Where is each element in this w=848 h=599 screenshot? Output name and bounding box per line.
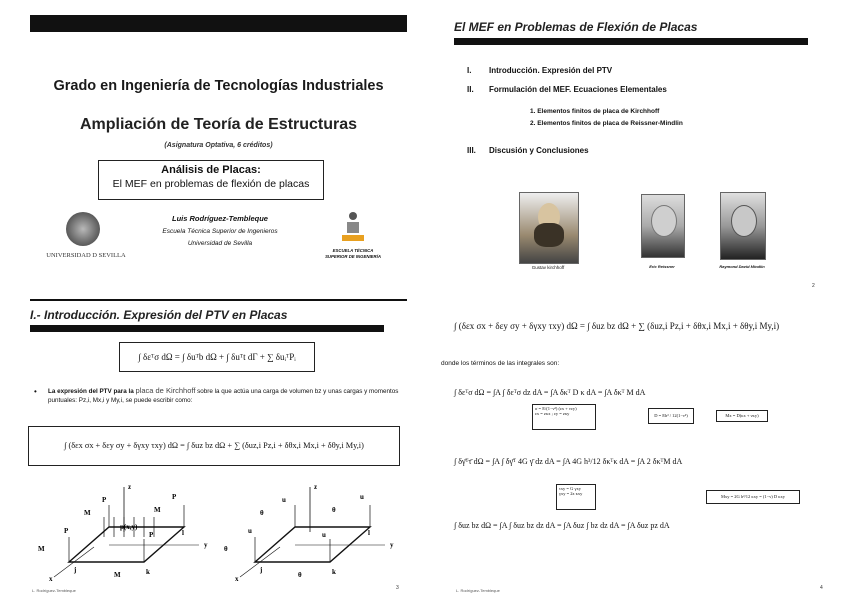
svg-text:θ: θ bbox=[224, 545, 228, 553]
svg-text:P: P bbox=[102, 496, 107, 504]
svg-text:θ: θ bbox=[298, 571, 302, 579]
plate-loads-diagram bbox=[34, 477, 214, 587]
box-shear-strain: γxy = 2z κxy bbox=[559, 491, 583, 496]
svg-text:p(x,y): p(x,y) bbox=[120, 523, 138, 531]
svg-text:u: u bbox=[322, 531, 326, 539]
engineering-logo-line2: SUPERIOR DE INGENIERÍA bbox=[325, 254, 381, 259]
top-bar bbox=[30, 299, 407, 301]
svg-text:u: u bbox=[282, 496, 286, 504]
title-underline bbox=[454, 38, 808, 45]
portrait-mindlin bbox=[720, 192, 766, 260]
svg-text:k: k bbox=[332, 568, 336, 576]
engineering-school-logo-icon bbox=[342, 212, 364, 242]
svg-text:z: z bbox=[128, 483, 132, 491]
university-name: Universidad de Sevilla bbox=[187, 240, 253, 247]
intro-text-kirchhoff: placa de Kirchhoff bbox=[135, 386, 196, 395]
analysis-box bbox=[98, 160, 324, 200]
svg-text:θ: θ bbox=[260, 509, 264, 517]
svg-text:M: M bbox=[114, 571, 121, 579]
svg-text:y: y bbox=[390, 541, 394, 549]
svg-text:u: u bbox=[248, 527, 252, 535]
slide-intro bbox=[0, 299, 424, 598]
svg-text:M: M bbox=[154, 506, 161, 514]
slide-integrals bbox=[424, 299, 848, 598]
outline-sub-2: 2. Elementos finitos de placa de Reissner-Mindlin bbox=[530, 120, 683, 127]
footer-author: L. Rodríguez-Tembleque bbox=[32, 588, 76, 593]
box-moment: Mx = D(κx + νκy) bbox=[716, 410, 768, 422]
svg-text:M: M bbox=[84, 509, 91, 517]
university-logo-text: UNIVERSIDAD D SEVILLA bbox=[46, 252, 126, 259]
ptv-equation-restated: ∫ (δεx σx + δεy σy + δγxy τxy) dΩ = ∫ δuz bz dΩ + ∑ (δuz,i Pz,i + δθx,i Mx,i + δθy,i My,i) bbox=[454, 321, 780, 331]
integral-load: ∫ δuz bz dΩ = ∫A ∫ δuz bz dz dA = ∫A δuz ∫ bz dz dA = ∫A δuz pz dA bbox=[454, 521, 670, 530]
university-seal-icon bbox=[66, 212, 100, 246]
portrait-reissner bbox=[641, 194, 685, 258]
ptv-equation-kirchhoff: ∫ (δεx σx + δεy σy + δγxy τxy) dΩ = ∫ δuz bz dΩ + ∑ (δuz,i Pz,i + δθx,i Mx,i + δθy,i My,i) bbox=[28, 426, 400, 466]
intro-text-c: sobre la que actúa una carga de volumen bz y unas cargas y momentos puntuales: Pz,i, Mx,i y My,i, se puede escribir como: bbox=[48, 388, 399, 404]
svg-text:l: l bbox=[182, 529, 184, 537]
svg-text:z: z bbox=[314, 483, 318, 491]
intro-paragraph bbox=[48, 387, 408, 405]
svg-text:l: l bbox=[368, 529, 370, 537]
analysis-subtitle: El MEF en problemas de flexión de placas bbox=[112, 178, 310, 190]
outline-item-3: Discusión y Conclusiones bbox=[489, 146, 589, 155]
author-name: Luis Rodríguez-Tembleque bbox=[172, 214, 268, 223]
svg-text:P: P bbox=[172, 493, 177, 501]
outline-item-1: Introducción. Expresión del PTV bbox=[489, 66, 613, 75]
box-shear-formula: τxy = G γxy bbox=[559, 486, 581, 491]
degree-title: Grado en Ingeniería de Tecnologías Industriales bbox=[53, 78, 384, 94]
svg-text:P: P bbox=[149, 531, 154, 539]
portrait-kirchhoff bbox=[519, 192, 579, 264]
outline-num-1: I. bbox=[467, 66, 472, 75]
title-underline bbox=[30, 325, 384, 332]
box-flexural-rigidity: D = Eh³ / 12(1−ν²) bbox=[648, 408, 694, 424]
ptv-equation-general: ∫ δεᵀσ dΩ = ∫ δuᵀb dΩ + ∫ δuᵀt dΓ + ∑ δuᵢᵀPᵢ bbox=[119, 342, 315, 372]
outline-sub-1: 1. Elementos finitos de placa de Kirchhoff bbox=[530, 108, 660, 115]
page-number: 3 bbox=[396, 585, 399, 591]
svg-text:x: x bbox=[49, 575, 53, 583]
outline-title: El MEF en Problemas de Flexión de Placas bbox=[454, 20, 698, 34]
box-strain-curvature: εx = zκx ; εy = zκy bbox=[535, 411, 570, 416]
footer-author: L. Rodríguez-Tembleque bbox=[456, 588, 500, 593]
course-title: Ampliación de Teoría de Estructuras bbox=[79, 116, 358, 133]
caption-mindlin: Raymond David Mindlin bbox=[719, 264, 765, 269]
slide-title bbox=[0, 0, 424, 299]
box-stress-formula: σ = E/(1−ν²) (εx + νεy) bbox=[535, 406, 577, 411]
box-twisting-moment: Mxy = 2G h³/12 κxy = (1−ν) D κxy bbox=[706, 490, 800, 504]
svg-text:P: P bbox=[64, 527, 69, 535]
terms-intro: donde los términos de las integrales son: bbox=[441, 360, 560, 367]
svg-text:j: j bbox=[74, 566, 77, 574]
integral-torsion: ∫ δγ̄ᵀτ̄ dΩ = ∫A ∫ δγ̄ᵀ 4G γ̄ dz dA = ∫A 4G h³/12 δκᵀκ dA = ∫A 2 δκᵀM dA bbox=[454, 457, 683, 466]
svg-text:x: x bbox=[235, 575, 239, 583]
bullet-dot: • bbox=[34, 387, 37, 396]
svg-text:θ: θ bbox=[332, 506, 336, 514]
page-number: 2 bbox=[812, 283, 815, 289]
svg-text:M: M bbox=[38, 545, 45, 553]
caption-reissner: Eric Reissner bbox=[649, 264, 675, 269]
page-number: 4 bbox=[820, 585, 823, 591]
intro-title: I.- Introducción. Expresión del PTV en Placas bbox=[30, 308, 288, 322]
plate-displacements-diagram bbox=[220, 477, 400, 587]
integral-bending: ∫ δεᵀσ dΩ = ∫A ∫ δεᵀσ dz dA = ∫A δκᵀ D κ dA = ∫A δκᵀ M dA bbox=[454, 388, 646, 397]
outline-num-3: III. bbox=[467, 146, 476, 155]
svg-text:j: j bbox=[260, 566, 263, 574]
intro-text-a: La expresión del PTV para la bbox=[48, 388, 136, 395]
outline-item-2: Formulación del MEF. Ecuaciones Elementales bbox=[489, 85, 667, 94]
course-optional: (Asignatura Optativa, 6 créditos) bbox=[164, 142, 273, 149]
svg-text:k: k bbox=[146, 568, 150, 576]
engineering-logo-line1: ESCUELA TÉCNICA bbox=[332, 248, 374, 253]
outline-num-2: II. bbox=[467, 85, 474, 94]
school-name: Escuela Técnica Superior de Ingenieros bbox=[162, 228, 278, 235]
box-stress-strain bbox=[532, 404, 596, 430]
slide-outline bbox=[424, 0, 848, 299]
box-shear bbox=[556, 484, 596, 510]
top-bar bbox=[30, 15, 407, 32]
caption-kirchhoff: Gustav kirchhoff bbox=[531, 265, 565, 270]
svg-text:y: y bbox=[204, 541, 208, 549]
svg-text:u: u bbox=[360, 493, 364, 501]
analysis-title: Análisis de Placas: bbox=[161, 164, 261, 176]
